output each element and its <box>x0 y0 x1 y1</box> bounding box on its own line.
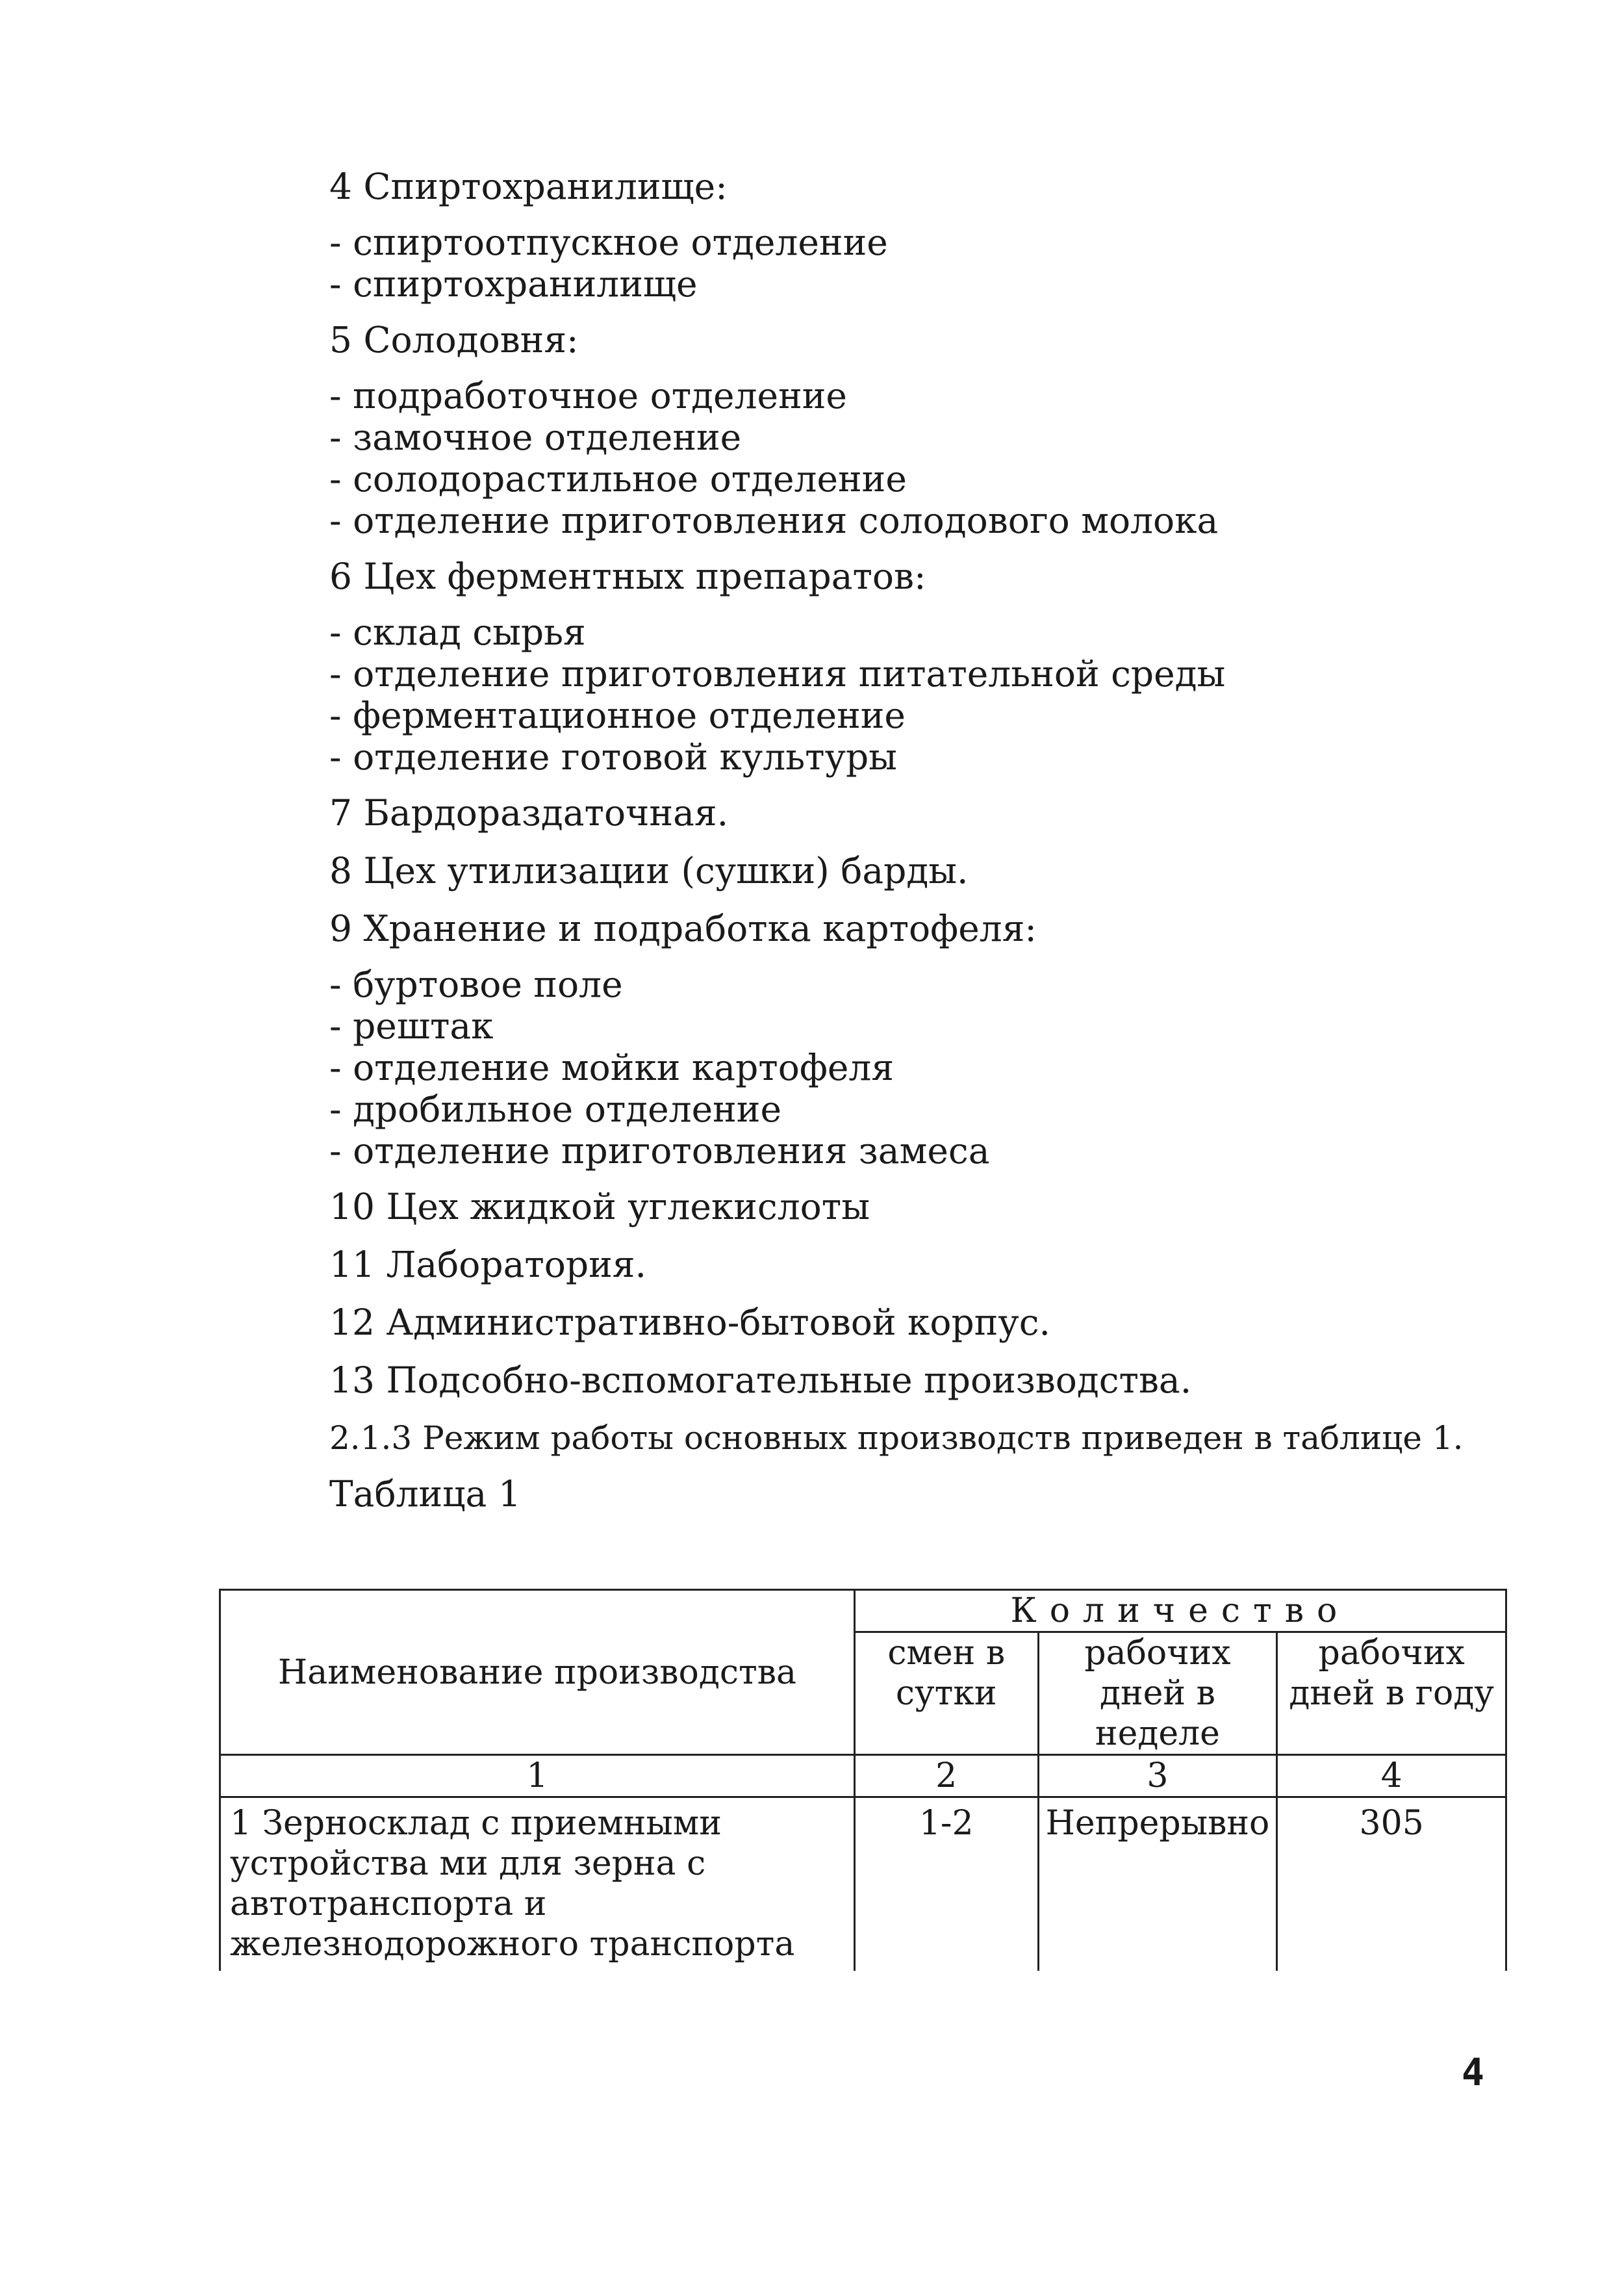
production-schedule-table <box>219 1589 1507 1971</box>
row-name: 1 Зерносклад с приемными устройства ми для зерна с автотранспорта и железнодорожного транспорта <box>220 1797 855 1971</box>
section-heading: 12 Административно-бытовой корпус. <box>329 1302 1051 1343</box>
section-7-8 <box>329 792 1531 892</box>
list-item: - отделение приготовления питательной среды <box>329 653 1226 695</box>
list-item: - спиртоотпускное отделение <box>329 222 888 263</box>
section-heading: 4 Спиртохранилище: <box>329 166 728 207</box>
section-heading: 6 Цех ферментных препаратов: <box>329 556 926 597</box>
table-caption: Таблица 1 <box>329 1473 521 1515</box>
paragraph-note: 2.1.3 Режим работы основных производств приведен в таблице 1. <box>329 1419 1464 1457</box>
list-item: - ферментационное отделение <box>329 695 906 736</box>
list-item: - отделение мойки картофеля <box>329 1047 894 1088</box>
list-item: - рештак <box>329 1005 494 1047</box>
section-heading: 10 Цех жидкой углекислоты <box>329 1186 870 1227</box>
table-intro <box>329 1417 1531 1515</box>
row-days-week: Непрерывно <box>1038 1797 1277 1971</box>
section-heading: 11 Лаборатория. <box>329 1244 646 1285</box>
list-item: - подработочное отделение <box>329 375 847 417</box>
list-item: - буртовое поле <box>329 964 623 1005</box>
section-9 <box>329 908 1531 1172</box>
section-6 <box>329 556 1531 778</box>
list-item: - отделение приготовления солодового молока <box>329 500 1219 541</box>
page-number: 4 <box>1462 2050 1484 2094</box>
column-number-row <box>220 1755 1506 1797</box>
column-number: 3 <box>1038 1755 1277 1797</box>
column-header-days-year: рабочих дней в году <box>1277 1632 1506 1755</box>
column-number: 2 <box>854 1755 1038 1797</box>
list-item: - солодорастильное отделение <box>329 458 907 500</box>
list-item: - отделение приготовления замеса <box>329 1130 990 1172</box>
item-list <box>329 611 1531 778</box>
row-days-year: 305 <box>1277 1797 1506 1971</box>
section-heading: 9 Хранение и подработка картофеля: <box>329 908 1037 949</box>
section-4 <box>329 166 1531 305</box>
section-10-13 <box>329 1186 1531 1401</box>
document-body <box>329 166 1531 1567</box>
column-number: 1 <box>220 1755 855 1797</box>
item-list <box>329 964 1531 1172</box>
section-5 <box>329 319 1531 541</box>
section-heading: 5 Солодовня: <box>329 319 579 361</box>
list-item: - дробильное отделение <box>329 1088 782 1130</box>
list-item: - склад сырья <box>329 611 586 653</box>
column-number: 4 <box>1277 1755 1506 1797</box>
row-shifts: 1-2 <box>854 1797 1038 1971</box>
list-item: - отделение готовой культуры <box>329 736 897 778</box>
column-header-name: Наименование производства <box>220 1590 855 1755</box>
column-header-days-week: рабочих дней в неделе <box>1038 1632 1277 1755</box>
table-header-row <box>220 1590 1506 1632</box>
section-heading: 8 Цех утилизации (сушки) барды. <box>329 850 969 892</box>
column-header-quantity: Количество <box>854 1590 1506 1632</box>
table-row <box>220 1797 1506 1971</box>
item-list <box>329 222 1531 305</box>
section-heading: 7 Бардораздаточная. <box>329 792 729 834</box>
list-item: - спиртохранилище <box>329 263 698 305</box>
section-heading: 13 Подсобно-вспомогательные производства. <box>329 1359 1192 1401</box>
column-header-shifts: смен в сутки <box>854 1632 1038 1755</box>
item-list <box>329 375 1531 541</box>
list-item: - замочное отделение <box>329 417 742 458</box>
